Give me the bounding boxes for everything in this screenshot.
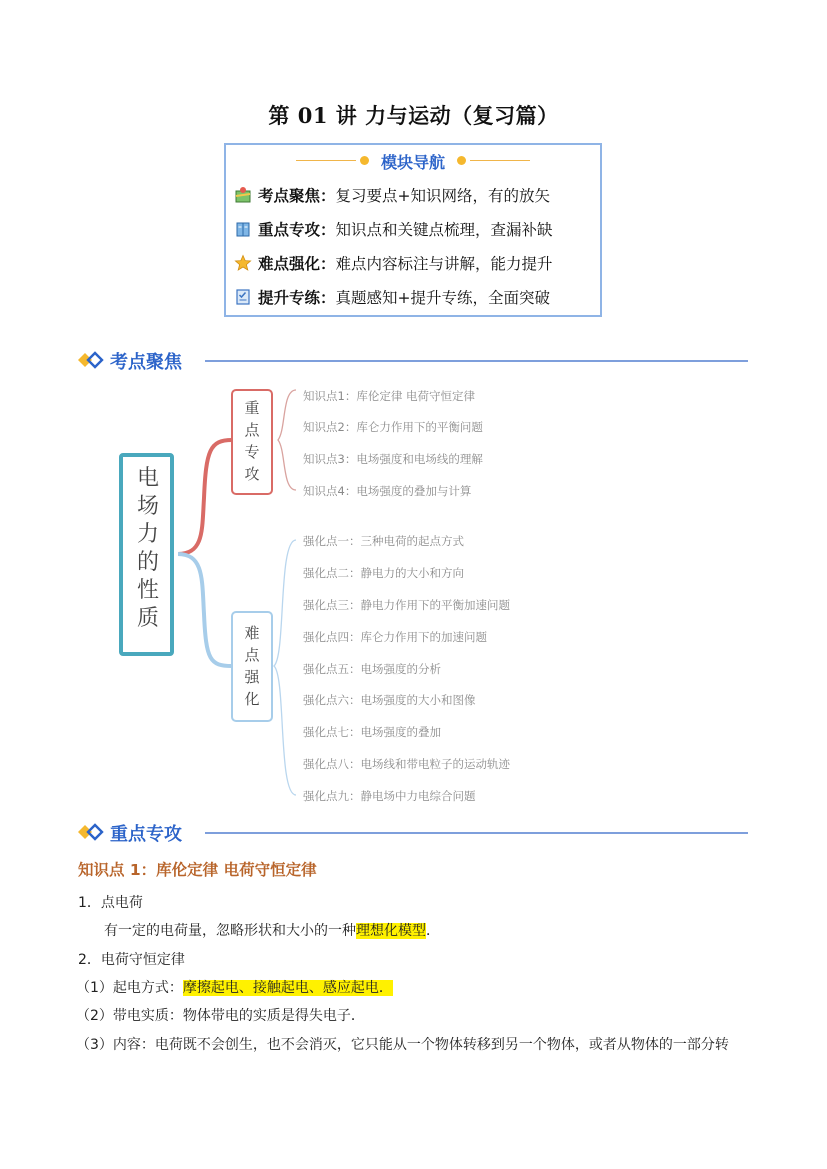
- mindmap-root-text: 电场力的性质: [136, 466, 159, 631]
- map-icon: [234, 186, 252, 204]
- highlight: 理想化模型: [356, 923, 426, 939]
- mindmap-item: 知识点1：库伦定律 电荷守恒定律: [303, 389, 475, 403]
- list-item: （3）内容：电荷既不会创生，也不会消灭，它只能从一个物体转移到另一个物体，或者从物体的一部分转: [76, 1037, 729, 1053]
- mindmap-item: 强化点八：电场线和带电粒子的运动轨迹: [303, 757, 510, 771]
- section-header-key: [78, 820, 748, 844]
- section-rule: [205, 832, 748, 834]
- list-item: （1）起电方式：摩擦起电、接触起电、感应起电．: [76, 980, 393, 996]
- mindmap-item: 强化点七：电场强度的叠加: [303, 725, 441, 739]
- subheading-point-charge: 1．点电荷: [78, 895, 143, 911]
- diamond-arrow-icon: [78, 823, 104, 841]
- star-icon: [234, 254, 252, 272]
- mindmap-item: 强化点二：静电力的大小和方向: [303, 566, 464, 580]
- nav-deco-line-right: [470, 160, 530, 161]
- nav-deco-dot-right: [457, 156, 466, 165]
- mindmap-item: 强化点三：静电力作用下的平衡加速问题: [303, 598, 510, 612]
- module-nav-header: [224, 150, 602, 172]
- page-title: 第 01 讲 力与运动（复习篇）: [268, 103, 559, 128]
- knowledge-point-title: 知识点 1：库伦定律 电荷守恒定律: [78, 861, 317, 879]
- section-rule: [205, 360, 748, 362]
- checklist-icon: [234, 288, 252, 306]
- section-title-focus: 考点聚焦: [110, 352, 182, 373]
- mindmap-item: 强化点五：电场强度的分析: [303, 662, 441, 676]
- section-title-key: 重点专攻: [110, 824, 182, 845]
- mindmap-item: 知识点4：电场强度的叠加与计算: [303, 484, 472, 498]
- subheading-charge-conservation: 2．电荷守恒定律: [78, 952, 185, 968]
- diamond-arrow-icon: [78, 351, 104, 369]
- nav-row-practice: 提升专练： 真题感知+提升专练，全面突破: [234, 286, 550, 308]
- list-item: （2）带电实质：物体带电的实质是得失电子．: [76, 1008, 365, 1024]
- section-header-focus: [78, 348, 748, 372]
- mindmap-item: 强化点一：三种电荷的起点方式: [303, 534, 464, 548]
- mindmap-item: 强化点九：静电场中力电综合问题: [303, 789, 476, 803]
- module-nav-title: 模块导航: [380, 153, 445, 172]
- nav-row-focus: 考点聚焦： 复习要点+知识网络，有的放矢: [234, 184, 550, 206]
- highlight: 摩擦起电、接触起电、感应起电．: [182, 980, 393, 996]
- mindmap-branch-difficult-label: 难点强化: [244, 624, 260, 708]
- book-icon: [234, 220, 252, 238]
- mindmap-item: 知识点2：库仑力作用下的平衡问题: [303, 420, 483, 434]
- mindmap-branch-key-label: 重点专攻: [244, 399, 260, 483]
- paragraph-point-charge: 有一定的电荷量，忽略形状和大小的一种理想化模型．: [104, 923, 440, 939]
- nav-row-key: 重点专攻： 知识点和关键点梳理，查漏补缺: [234, 218, 553, 240]
- mindmap-item: 强化点六：电场强度的大小和图像: [303, 693, 476, 707]
- nav-row-difficult: 难点强化： 难点内容标注与讲解，能力提升: [234, 252, 553, 274]
- mindmap-item: 知识点3：电场强度和电场线的理解: [303, 452, 483, 466]
- mindmap-item: 强化点四：库仑力作用下的加速问题: [303, 630, 487, 644]
